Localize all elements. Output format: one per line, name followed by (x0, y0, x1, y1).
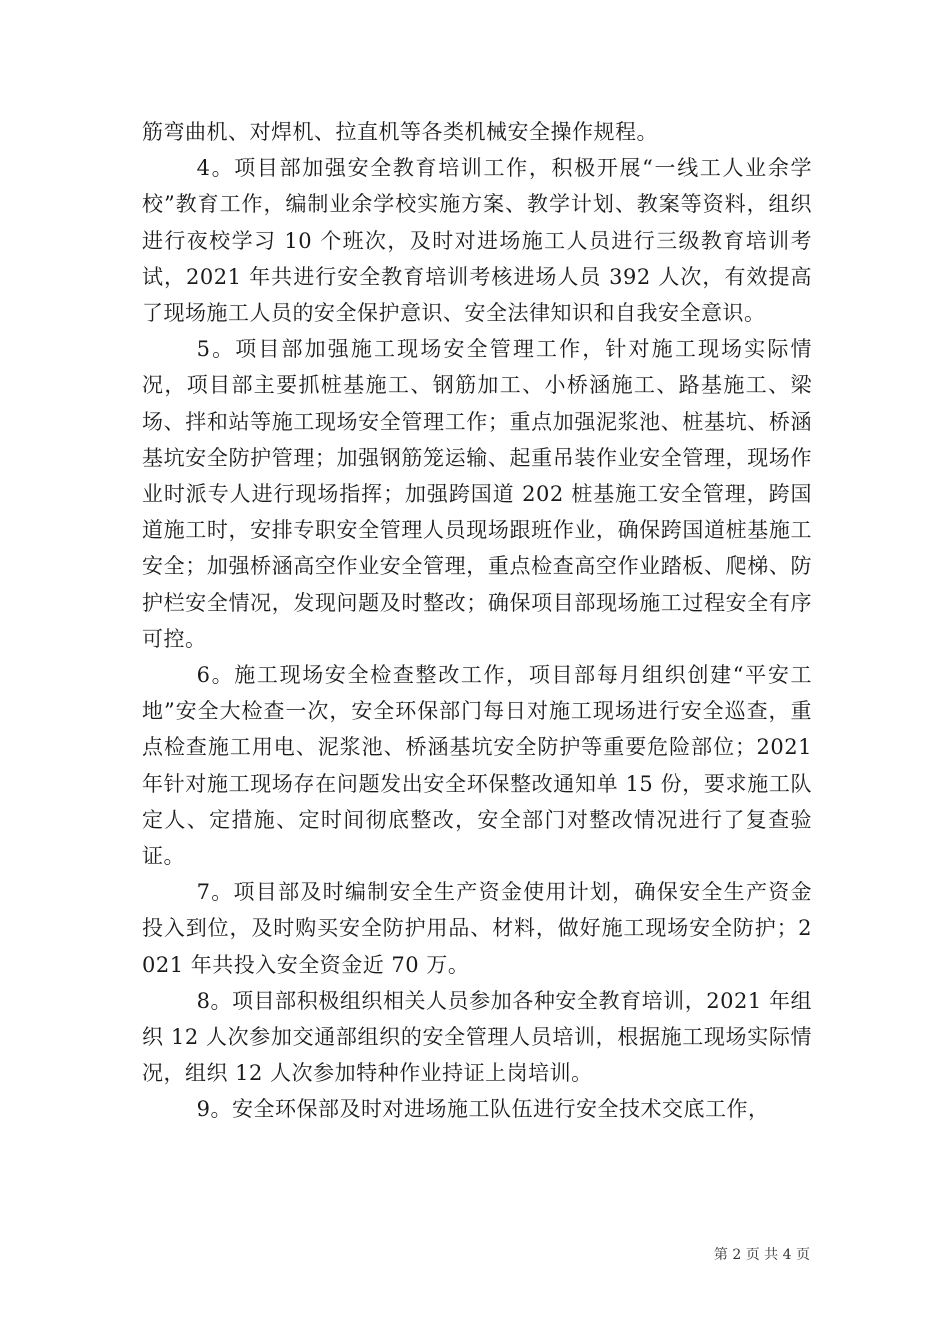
page-number-footer: 第 2 页 共 4 页 (713, 1247, 810, 1263)
paragraph-item-8: 8。项目部积极组织相关人员参加各种安全教育培训，2021 年组织 12 人次参加交通部组织的安全管理人员培训，根据施工现场实际情况，组织 12 人次参加特种作业持证上岗培训。 (142, 988, 812, 1086)
paragraph-item-4: 4。项目部加强安全教育培训工作，积极开展“一线工人业余学校”教育工作，编制业余学校实施方案、教学计划、教案等资料，组织进行夜校学习 10 个班次，及时对进场施工人员进行三级教育培训考试，2021 年共进行安全教育培训考核进场人员 392 人次，有效提高了现场施工人员的安全保护意识、安全法律知识和自我安全意识。 (142, 156, 812, 326)
paragraph-item-5: 5。项目部加强施工现场安全管理工作，针对施工现场实际情况，项目部主要抓桩基施工、钢筋加工、小桥涵施工、路基施工、梁场、拌和站等施工现场安全管理工作；重点加强泥浆池、桩基坑、桥涵基坑安全防护管理；加强钢筋笼运输、起重吊装作业安全管理，现场作业时派专人进行现场指挥；加强跨国道 202 桩基施工安全管理，跨国道施工时，安排专职安全管理人员现场跟班作业，确保跨国道桩基施工安全；加强桥涵高空作业安全管理，重点检查高空作业踏板、爬梯、防护栏安全情况，发现问题及时整改；确保项目部现场施工过程安全有序可控。 (142, 337, 812, 651)
paragraph-item-7: 7。项目部及时编制安全生产资金使用计划，确保安全生产资金投入到位，及时购买安全防护用品、材料，做好施工现场安全防护；2021 年共投入安全资金近 70 万。 (142, 880, 812, 977)
paragraph-continuation: 筋弯曲机、对焊机、拉直机等各类机械安全操作规程。 (142, 120, 658, 144)
paragraph-item-6: 6。施工现场安全检查整改工作，项目部每月组织创建“平安工地”安全大检查一次，安全环保部门每日对施工现场进行安全巡查，重点检查施工用电、泥浆池、桥涵基坑安全防护等重要危险部位；2021 年针对施工现场存在问题发出安全环保整改通知单 15 份，要求施工队定人、定措施、定时间彻底整改，安全部门对整改情况进行了复查验证。 (142, 663, 812, 869)
body-text (142, 114, 812, 1128)
paragraph-item-9: 9。安全环保部及时对进场施工队伍进行安全技术交底工作， (196, 1097, 770, 1122)
